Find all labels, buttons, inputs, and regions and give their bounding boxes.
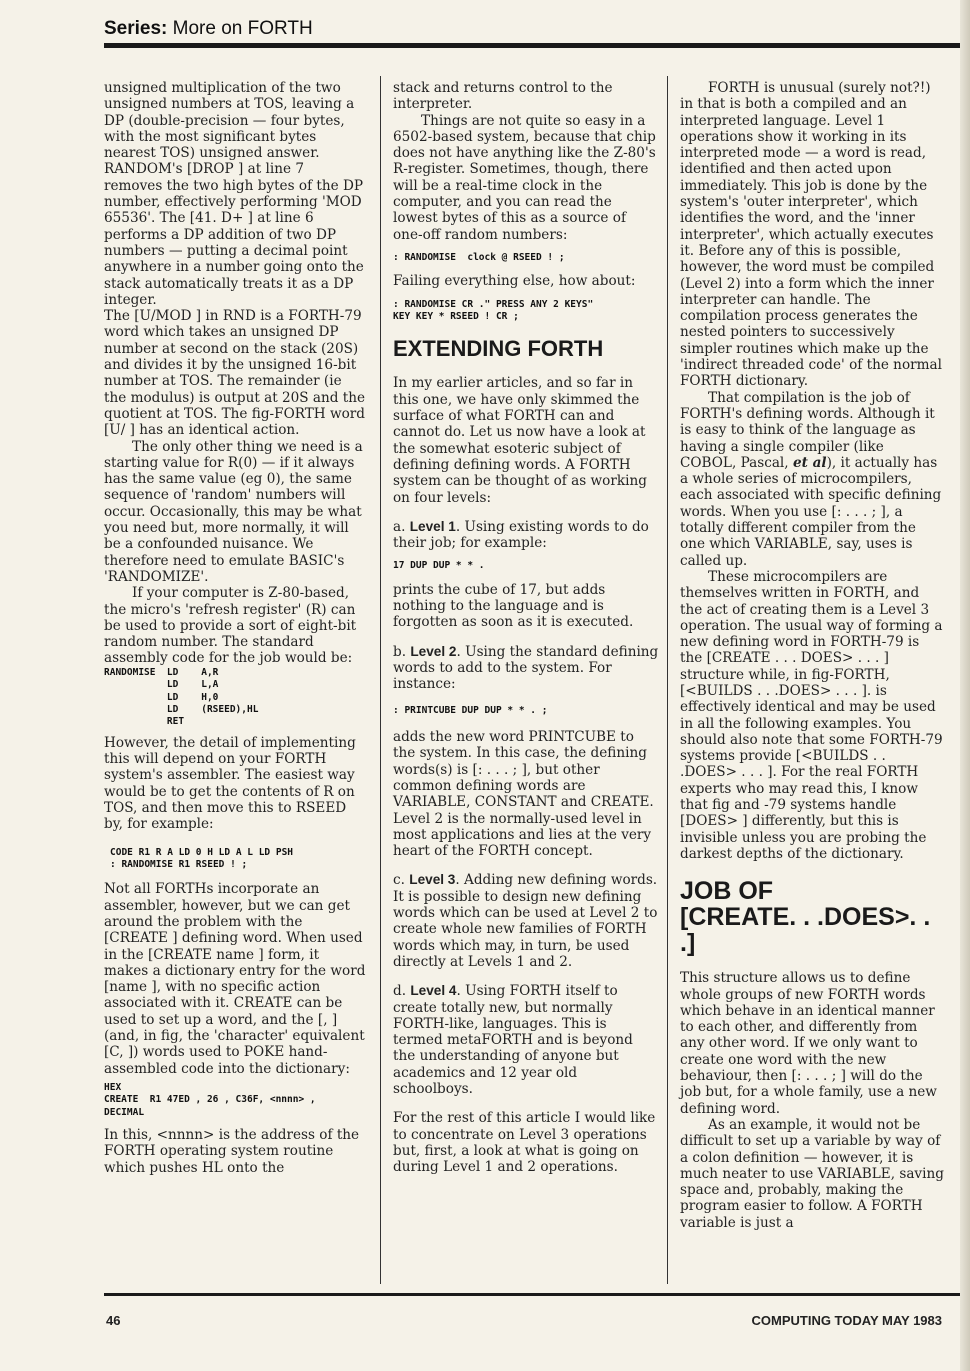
paragraph: As an example, it would not be difficult to set up a variable by way of a colon definition — however, it is much neater to use VARIABLE, saving space and, probably, making the program easier to follow. A FORTH variable is just a	[680, 1116, 944, 1231]
code-block: 17 DUP DUP * * .	[393, 560, 485, 572]
paragraph: Failing everything else, how about:	[393, 273, 636, 290]
code-block: : RANDOMISE clock @ RSEED ! ;	[393, 251, 565, 263]
footer-rule	[104, 1293, 970, 1296]
code-block: HEX CREATE R1 47ED , 26 , C36F, <nnnn> , DECIMAL	[104, 1081, 316, 1118]
paragraph: These microcompilers are themselves written in FORTH, and the act of creating them is a Level 3 operation. The usual way of forming a new defining word in FORTH-79 is the [CREATE . . . DOES> . . . ] structure while, in fig-FORTH, [<BUILDS . . .DOES> . . . ]. is effectively identical and may be used in all the following examples. You should also note that some FORTH-79 systems provide [<BUILDS . . .DOES> . . . ]. For the real FORTH experts who may read this, I know that fig and -79 systems handle [DOES> ] differently, but this is invisible unless you are probing the darkest depths of the dictionary.	[680, 568, 943, 862]
series-label: Series:	[104, 18, 168, 39]
level-item: a. Level 1. Using existing words to do their job; for example:	[393, 518, 649, 552]
paragraph: adds the new word PRINTCUBE to the system. In this case, the defining words(s) is [: . . . ; ], but other common defining words are VARIABLE, CONSTANT and CREATE. Level 2 is the normally-used level in most applications and lies at the very heart of the FORTH concept.	[393, 729, 654, 860]
level-item: c. Level 3. Adding new defining words. It is possible to design new defining words which can be used at Level 2 to create whole new families of FORTH words which may, in turn, be used directly at Levels 1 and 2.	[393, 872, 658, 970]
header-rule	[104, 43, 970, 48]
page-number: 46	[106, 1313, 121, 1328]
column-2	[393, 80, 659, 1175]
paragraph: This structure allows us to define whole groups of new FORTH words which behave in an identical manner to each other, and differently from any other word. If we only want to create one word with the new behaviour, then [: . . . ; ] will do the job but, for a whole family, use a new defining word.	[680, 970, 937, 1117]
page-edge	[960, 0, 970, 1371]
column-1	[104, 80, 366, 1176]
paragraph: prints the cube of 17, but adds nothing to the language and is forgotten as soon as it is executed.	[393, 581, 634, 631]
publication-info: COMPUTING TODAY MAY 1983	[751, 1313, 942, 1328]
paragraph: FORTH is unusual (surely not?!) in that is both a compiled and an interpreted language. Level 1 operations show it working in its interpreted mode — a word is read, identified and then acted upon immediately. This job is done by the system's 'outer interpreter', which identifies the word, and the 'inner interpreter', which actually executes it. Before any of this is possible, however, the word must be compiled (Level 2) into a form which the inner interpreter can handle. The compilation process generates the nested pointers to successively simpler routines which make up the 'indirect threaded code' of the normal FORTH dictionary.	[680, 80, 942, 390]
column-3	[680, 80, 944, 1231]
paragraph: That compilation is the job of FORTH's defining words. Although it is easy to think of the language as having a single compiler (like COBOL, Pascal, et al), it actually has a whole series of microcompilers, each associated with specific defining words. When you use [: . . . ; ], a totally different compiler from the one which VARIABLE, say, uses is called up.	[680, 389, 942, 569]
code-block: : RANDOMISE CR ." PRESS ANY 2 KEYS" KEY KEY * RSEED ! CR ;	[393, 298, 594, 323]
code-block: CODE R1 R A LD 0 H LD A L LD PSH : RANDOMISE R1 RSEED ! ;	[110, 846, 294, 870]
paragraph: unsigned multiplication of the two unsigned numbers at TOS, leaving a DP (double-precision — four bytes, with the most significant bytes nearest TOS) unsigned answer. RANDOM's [DROP ] at line 7 removes the two high bytes of the DP number, effectively performing 'MOD 65536'. The [41. D+ ] at line 6 performs a DP addition of two DP numbers — putting a decimal point anywhere in a number going onto the stack automatically treats it as a DP integer.	[104, 80, 364, 308]
paragraph: Not all FORTHs incorporate an assembler, however, but we can get around the problem with the [CREATE ] defining word. When used in the [CREATE name ] form, it makes a dictionary entry for the word [name ], with no specific action associated with it. CREATE can be used to set up a word, and the [, ] (and, in fig, the 'character' equivalent [C, ]) words used to POKE hand-assembled code into the dictionary:	[104, 881, 366, 1077]
section-heading: EXTENDING FORTH	[393, 336, 604, 362]
paragraph: Things are not quite so easy in a 6502-based system, because that chip does not have anything like the Z-80's R-register. Sometimes, though, there will be a real-time clock in the computer, and you can read the lowest bytes of this as a source of one-off random numbers:	[393, 112, 656, 243]
code-block: RANDOMISE LD A,R LD L,A LD H,0 LD (RSEED),HL RET	[104, 666, 259, 728]
paragraph: However, the detail of implementing this will depend on your FORTH system's assembler. The easiest way would be to get the contents of R on TOS, and then move this to RSEED by, for example:	[104, 734, 356, 833]
code-block: : PRINTCUBE DUP DUP * * . ;	[393, 704, 548, 716]
column-divider	[667, 76, 668, 1284]
level-item: d. Level 4. Using FORTH itself to create totally new, but normally FORTH-like, languages. This is termed metaFORTH and is beyond the understanding of anyone but academics and 12 year old schoolboys.	[393, 983, 633, 1097]
series-header	[104, 18, 313, 40]
level-item: b. Level 2. Using the standard defining words to add to the system. For instance:	[393, 643, 659, 693]
paragraph: stack and returns control to the interpreter.	[393, 80, 613, 113]
column-divider	[380, 76, 381, 1284]
paragraph: If your computer is Z-80-based, the micro's 'refresh register' (R) can be used to provide a sort of eight-bit random number. The standard assembly code for the job would be:	[104, 585, 357, 667]
paragraph: The only other thing we need is a starting value for R(0) — if it always has the same value (eg 0), the same sequence of 'random' numbers will occur. Occasionally, this may be what you need but, more normally, it will be a confounded nuisance. We therefore need to emulate BASIC's 'RANDOMIZE'.	[104, 438, 363, 585]
paragraph: For the rest of this article I would like to concentrate on Level 3 operations but, first, a look at what is going on during Level 1 and 2 operations.	[393, 1110, 656, 1176]
section-heading: JOB OF [CREATE. . .DOES>. . .]	[680, 877, 931, 958]
paragraph: In my earlier articles, and so far in this one, we have only skimmed the surface of what FORTH can and cannot do. Let us now have a look at the somewhat esoteric subject of defining defining words. A FORTH system can be thought of as working on four levels:	[393, 375, 647, 506]
paragraph: The [U/MOD ] in RND is a FORTH-79 word which takes an unsigned DP number at second on the stack (20S) and divides it by the unsigned 16-bit number at TOS. The remainder (ie the modulus) is output at 20S and the quotient at TOS. The fig-FORTH word [U/ ] has an identical action.	[104, 308, 366, 439]
paragraph: In this, <nnnn> is the address of the FORTH operating system routine which pushes HL onto the	[104, 1127, 360, 1176]
series-title: More on FORTH	[172, 18, 313, 39]
